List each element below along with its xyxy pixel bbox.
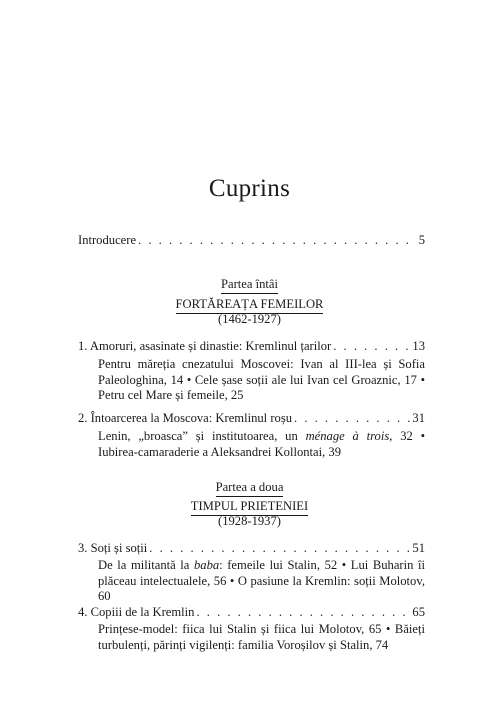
part-one-label: Partea întâi [0, 277, 499, 294]
part-two-years: (1928-1937) [218, 514, 281, 528]
chapter-1-description: Pentru măreția cnezatului Moscovei: Ivan al III-lea și Sofia Paleologhina, 14 • Cele șase soții ale lui Ivan cel Groaznic, 17 • Petru cel Mare și femeile, 25 [98, 357, 425, 402]
dot-leader [196, 605, 410, 620]
dot-leader [333, 339, 410, 354]
toc-entry-chapter-1[interactable] [78, 339, 425, 354]
toc-page-number: 5 [418, 233, 425, 247]
toc-page-number: 65 [412, 605, 425, 619]
dot-leader [294, 411, 410, 426]
dot-leader [149, 541, 410, 556]
chapter-3-description: De la militantă la baba: femeile lui Stalin, 52 • Lui Buharin îi plăceau intelectualele, 56 • O pasiune la Kremlin: soții Molotov, 60 [98, 558, 425, 603]
toc-entry-introduction[interactable] [78, 233, 425, 248]
toc-page-number: 13 [412, 339, 425, 353]
toc-page-number: 51 [412, 541, 425, 555]
toc-page-number: 31 [412, 411, 425, 425]
toc-entry-chapter-4[interactable] [78, 605, 425, 620]
toc-entry-label: 4. Copiii de la Kremlin [78, 605, 195, 619]
part-one-years: (1462-1927) [218, 312, 281, 326]
toc-entry-chapter-3[interactable] [78, 541, 425, 556]
part-two-title: TIMPUL PRIETENIEI [0, 499, 499, 516]
page-title: Cuprins [208, 175, 291, 202]
part-two-label: Partea a doua [0, 480, 499, 497]
toc-entry-label: 1. Amoruri, asasinate și dinastie: Kremlinul țarilor [78, 339, 332, 353]
chapter-2-description: Lenin, „broasca” și institutoarea, un ménage à trois, 32 • Iubirea-camaraderie a Aleksandrei Kollontai, 39 [98, 429, 426, 459]
toc-entry-chapter-2[interactable] [78, 411, 425, 426]
toc-entry-label: 3. Soți și soții [78, 541, 148, 555]
toc-entry-label: 2. Întoarcerea la Moscova: Kremlinul roșu [78, 411, 293, 425]
toc-entry-label: Introducere [78, 233, 137, 247]
chapter-4-description: Prințese-model: fiica lui Stalin și fiica lui Molotov, 65 • Băieți turbulenți, părinți vigilenți: familia Voroșilov și Stalin, 74 [98, 622, 425, 652]
dot-leader [138, 233, 417, 248]
part-one-title: FORTĂREAȚA FEMEILOR [0, 297, 499, 314]
